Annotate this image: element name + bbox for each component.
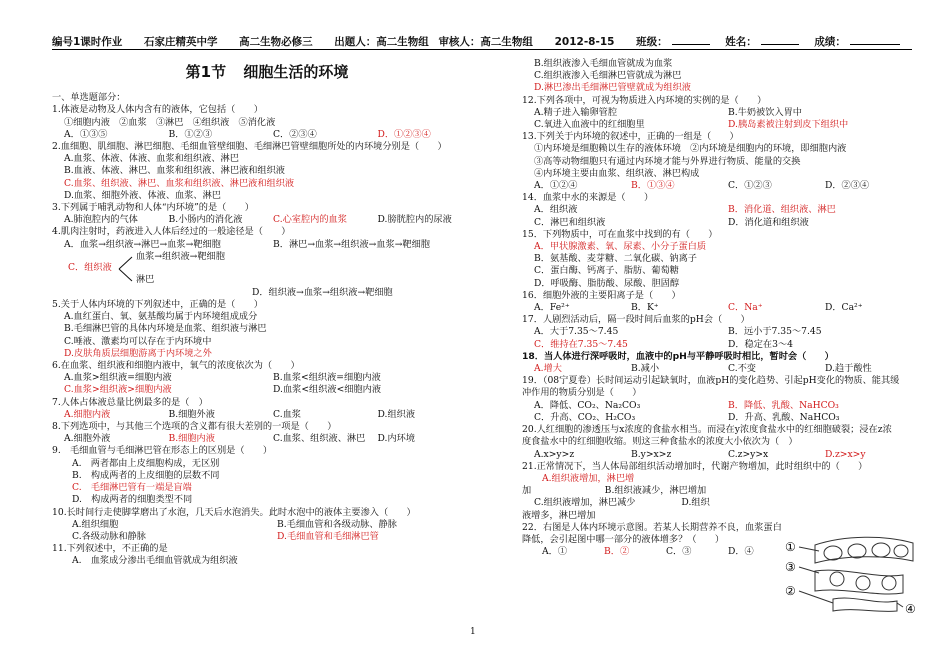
question-line: 6.在血浆、组织液和细胞内液中，氧气的浓度依次为（ ） (52, 360, 300, 372)
class-field[interactable] (672, 44, 710, 45)
options-row (522, 449, 922, 461)
question-line: 19．（08宁夏卷）长时间运动引起缺氧时，血液pH的变化趋势、引起pH变化的物质、能其缓 (522, 375, 900, 387)
header-rule (52, 49, 912, 50)
option: D.膀胱腔内的尿液 (377, 214, 452, 226)
left-column (52, 58, 482, 568)
question-line: 11.下列叙述中，不正确的是 (52, 543, 168, 555)
option: A.增大 (534, 363, 562, 375)
question-line: B.毛细淋巴管的具体内环境是血浆、组织液与淋巴 (64, 323, 267, 335)
option: C.不变 (728, 363, 756, 375)
options-row (52, 433, 482, 445)
question-line: 4.肌肉注射时，药液进入人体后经过的一般途径是（ ） (52, 226, 291, 238)
header-school: 石家庄精英中学 (143, 36, 218, 48)
options-row (522, 546, 790, 558)
header-bar (52, 34, 912, 49)
question-line: C.组织液增加，淋巴减少 D.组织 (534, 497, 710, 509)
option: A．大于7.35～7.45 (534, 326, 619, 338)
question-line: 15．下列物质中，可在血浆中找到的有（ ） (522, 228, 718, 240)
option: D．②③④ (825, 180, 870, 192)
option: C．②③④ (273, 128, 317, 140)
name-field[interactable] (761, 44, 799, 45)
option: A.肺泡腔内的气体 (64, 214, 138, 226)
part-label: 一、单选题部分： (52, 92, 126, 104)
question-line: 22．右图是人体内环境示意图。若某人长期营养不良，血浆蛋白 (522, 521, 782, 533)
option: C.氧进入血液中的红细胞里 (534, 119, 645, 131)
option: A.细胞外液 (64, 433, 111, 445)
option: C．升高、CO₂、H₂CO₃ (534, 411, 636, 423)
option: D．④ (728, 546, 754, 558)
diagram-label-4: ④ (905, 602, 916, 613)
question-line: 12.下列各项中，可视为物质进入内环境的实例的是（ ） (522, 94, 767, 106)
option: B．K⁺ (631, 302, 659, 314)
score-label: 成绩： (814, 36, 846, 48)
section-number: 第1节 (185, 63, 227, 81)
question-line: C.血浆、组织液、淋巴、血浆和组织液、淋巴液和组织液 (64, 177, 295, 189)
option: B.减小 (631, 363, 660, 375)
question-line: 液增多，淋巴增加 (522, 509, 596, 521)
header-reviewer: 审核人：高二生物组 (438, 36, 533, 48)
question-line: 降低，会引起图中哪一部分的液体增多？（ ） (522, 533, 725, 545)
option: B．远小于7.35～7.45 (728, 326, 822, 338)
question-line: 冲作用的物质分别是（ ） (522, 387, 642, 399)
options-row (52, 409, 482, 421)
option: D.血浆<组织液<细胞内液 (273, 384, 382, 396)
question-line: ④内环境主要由血浆、组织液、淋巴构成 (534, 167, 700, 179)
options-row (522, 339, 922, 351)
option: A．①②④ (534, 180, 578, 192)
internal-environment-diagram (785, 531, 920, 613)
option: D．稳定在3～4 (728, 338, 793, 350)
option: B.牛奶被饮入胃中 (728, 106, 802, 118)
option: C．淋巴和组织液 (534, 216, 606, 228)
options-row (52, 372, 482, 384)
header-author: 出题人：高二生物组 (334, 36, 429, 48)
options-row (522, 412, 922, 424)
question-line: A.组织液增加，淋巴增 (542, 472, 635, 484)
question-line: 16．细胞外液的主要阳离子是（ ） (522, 289, 681, 301)
question-line: C．蛋白酶、钙离子、脂肪、葡萄糖 (534, 265, 679, 277)
branch-path (52, 251, 482, 287)
option: B．② (604, 546, 630, 558)
class-label: 班级： (636, 36, 668, 48)
question-line: 加 B.组织液减少，淋巴增加 (522, 485, 707, 497)
option: C．Na⁺ (728, 302, 763, 314)
option: B.血浆<组织液=细胞内液 (273, 372, 381, 384)
question-line: D. 构成两者的细胞类型不同 (72, 494, 193, 506)
question-line: A. 血浆成分渗出毛细血管就成为组织液 (72, 555, 238, 567)
option: C.血浆、组织液、淋巴 (273, 433, 366, 445)
question-line: A.血浆、体液、体液、血浆和组织液、淋巴 (64, 153, 239, 165)
options-row (522, 180, 922, 192)
option: D．消化道和组织液 (728, 216, 809, 228)
question-line: 21.正常情况下，当人体局部组织活动增加时，代谢产物增加，此时组织中的（ ） (522, 460, 868, 472)
option: A．血浆→组织液→淋巴→血浆→靶细胞 (64, 238, 221, 250)
question-line: C. 毛细淋巴管有一端是盲端 (72, 482, 192, 494)
question-line: ①内环境是细胞赖以生存的液体环境 ②内环境是细胞内的环境，即细胞内液 (534, 143, 847, 155)
option: C．①②③ (728, 180, 772, 192)
option-c-label: C．组织液 (68, 261, 112, 273)
question-line: D．呼吸酶、脂肪酸、尿酸、胆固醇 (534, 277, 680, 289)
options-row (522, 302, 922, 314)
option: B．淋巴→血浆→组织液→血浆→靶细胞 (273, 238, 430, 250)
question-line: B.组织液渗入毛细血管就成为血浆 (534, 58, 673, 69)
page-title (52, 63, 482, 81)
question-line: 17．人剧烈活动后，隔一段时间后血浆的pH会（ ） (522, 314, 750, 326)
question-line: A. 两者都由上皮细胞构成，无区别 (72, 457, 220, 469)
header-date: 2012-8-15 (554, 36, 615, 48)
diagram-label-2: ② (785, 584, 796, 598)
question-line: 18．当人体进行深呼吸时，血液中的pH与平静呼吸时相比，暂时会（ ） (522, 350, 834, 362)
option: A．Fe²⁺ (534, 302, 570, 314)
question-line: 2.血细胞、肌细胞、淋巴细胞、毛细血管壁细胞、毛细淋巴管壁细胞所处的内环境分别是（ ） (52, 141, 447, 153)
option: B．①③④ (631, 180, 675, 192)
option: C.血浆 (273, 408, 301, 420)
option: B．消化道、组织液、淋巴 (728, 204, 836, 216)
question-line: B. 构成两者的上皮细胞的层数不同 (72, 469, 220, 481)
question-line: D．组织液→血浆→组织液→靶细胞 (252, 286, 393, 298)
question-line: ①细胞内液 ②血浆 ③淋巴 ④组织液 ⑤消化液 (64, 116, 276, 128)
option: D．升高、乳酸、NaHCO₃ (728, 411, 840, 423)
header-course: 高二生物必修三 (239, 36, 313, 48)
option: D.趋于酸性 (825, 363, 872, 375)
options-row (52, 214, 482, 226)
question-line: 度食盐水中的红细胞收缩。则这三种食盐水的浓度大小依次为（ ） (522, 436, 798, 448)
right-column (522, 58, 922, 558)
option: A．① (542, 546, 568, 558)
question-line: 9. 毛细血管与毛细淋巴管在形态上的区别是（ ） (52, 445, 273, 457)
option: D.毛细血管和毛细淋巴管 (277, 530, 379, 542)
option: D.内环境 (377, 433, 416, 445)
options-row (52, 384, 482, 396)
option: D.胰岛素被注射到皮下组织中 (728, 119, 849, 131)
options-row (52, 531, 482, 543)
question-line: 13.下列关于内环境的叙述中，正确的一组是（ ） (522, 131, 739, 143)
question-line: D.血浆、细胞外液、体液、血浆、淋巴 (64, 189, 221, 201)
option: A．①③⑤ (64, 128, 108, 140)
question-line: A.血红蛋白、氧、氨基酸均属于内环境组成成分 (64, 311, 258, 323)
question-line: D.皮肤角质层细胞游离于内环境之外 (64, 347, 212, 359)
options-row (522, 107, 922, 119)
options-row (52, 519, 482, 531)
option: D.组织液 (377, 408, 416, 420)
branch-top: 血浆→组织液→靶细胞 (136, 250, 225, 262)
option: A.血浆>组织液=细胞内液 (64, 372, 172, 384)
option: B.细胞内液 (168, 433, 215, 445)
option: B．降低、乳酸、NaHCO₃ (728, 399, 839, 411)
options-row (522, 217, 922, 229)
branch-bottom: 淋巴 (136, 273, 155, 285)
option: C．维持在7.35～7.45 (534, 338, 628, 350)
question-line: D.淋巴渗出毛细淋巴管壁就成为组织液 (534, 82, 691, 94)
option: B.小肠内的消化液 (168, 214, 243, 226)
branch-arrow-icon (118, 254, 134, 284)
option: C.血浆>组织液>细胞内液 (64, 384, 172, 396)
options-row (522, 363, 922, 375)
option: C.各级动脉和静脉 (72, 530, 146, 542)
header-code: 编号1课时作业 (52, 36, 123, 48)
option: B.细胞外液 (168, 408, 215, 420)
option: B.y>x>z (631, 448, 672, 460)
option: B.毛细血管和各级动脉、静脉 (277, 518, 397, 530)
options-row (522, 326, 922, 338)
option: A.x>y>z (534, 448, 575, 460)
question-line: 1.体液是动物及人体内含有的液体，它包括（ ） (52, 104, 263, 116)
option: A.精子进入输卵管腔 (534, 106, 618, 118)
options-row (52, 129, 482, 141)
question-line: C.组织液渗入毛细淋巴管就成为淋巴 (534, 70, 682, 82)
options-row (522, 204, 922, 216)
option: B．①②③ (168, 128, 213, 140)
option: C．③ (666, 546, 692, 558)
question-line: B.血液、体液、淋巴、血浆和组织液、淋巴液和组织液 (64, 165, 285, 177)
option: A．组织液 (534, 204, 578, 216)
question-line: A．甲状腺激素、氧、尿素、小分子蛋白质 (534, 241, 707, 253)
question-line: 20.人红细胞的渗透压与x浓度的食盐水相当。而浸在y浓度食盐水中的红细胞破裂；浸在z浓 (522, 424, 892, 436)
option: D．①②③④ (377, 128, 431, 140)
question-line: 7.人体占体液总量比例最多的是（ ） (52, 396, 208, 408)
question-line: B．氨基酸、麦芽糖、二氧化碳、钠离子 (534, 253, 697, 265)
option: D.z>x>y (825, 448, 866, 460)
question-line: 3.下列属于哺乳动物和人体“内环境”的是（ ） (52, 202, 254, 214)
name-label: 姓名： (725, 36, 757, 48)
diagram-label-3: ③ (785, 560, 796, 574)
option: C.心室腔内的血浆 (273, 214, 347, 226)
options-row (522, 400, 922, 412)
section-name: 细胞生活的环境 (243, 63, 349, 81)
diagram-label-1: ① (785, 540, 796, 554)
question-line: 8.下列选项中，与其他三个选项的含义都有很大差别的一项是（ ） (52, 421, 337, 433)
option: A．降低、CO₂、Na₂CO₃ (534, 399, 641, 411)
question-line: 5.关于人体内环境的下列叙述中，正确的是（ ） (52, 299, 263, 311)
question-line: ③高等动物细胞只有通过内环境才能与外界进行物质、能量的交换 (534, 155, 801, 167)
options-row (52, 239, 482, 251)
score-field[interactable] (850, 44, 900, 45)
page-number: 1 (470, 627, 476, 637)
option: D．Ca²⁺ (825, 302, 863, 314)
option: C.z>y>x (728, 448, 769, 460)
question-line: 10.长时间行走使脚掌磨出了水泡，几天后水泡消失。此时水泡中的液体主要渗入（ ） (52, 506, 416, 518)
question-line: C.唾液、激素均可以存在于内环境中 (64, 335, 212, 347)
question-line: 14．血浆中水的来源是（ ） (522, 192, 654, 204)
option: A.组织细胞 (72, 518, 119, 530)
options-row (522, 119, 922, 131)
option: A.细胞内液 (64, 408, 111, 420)
